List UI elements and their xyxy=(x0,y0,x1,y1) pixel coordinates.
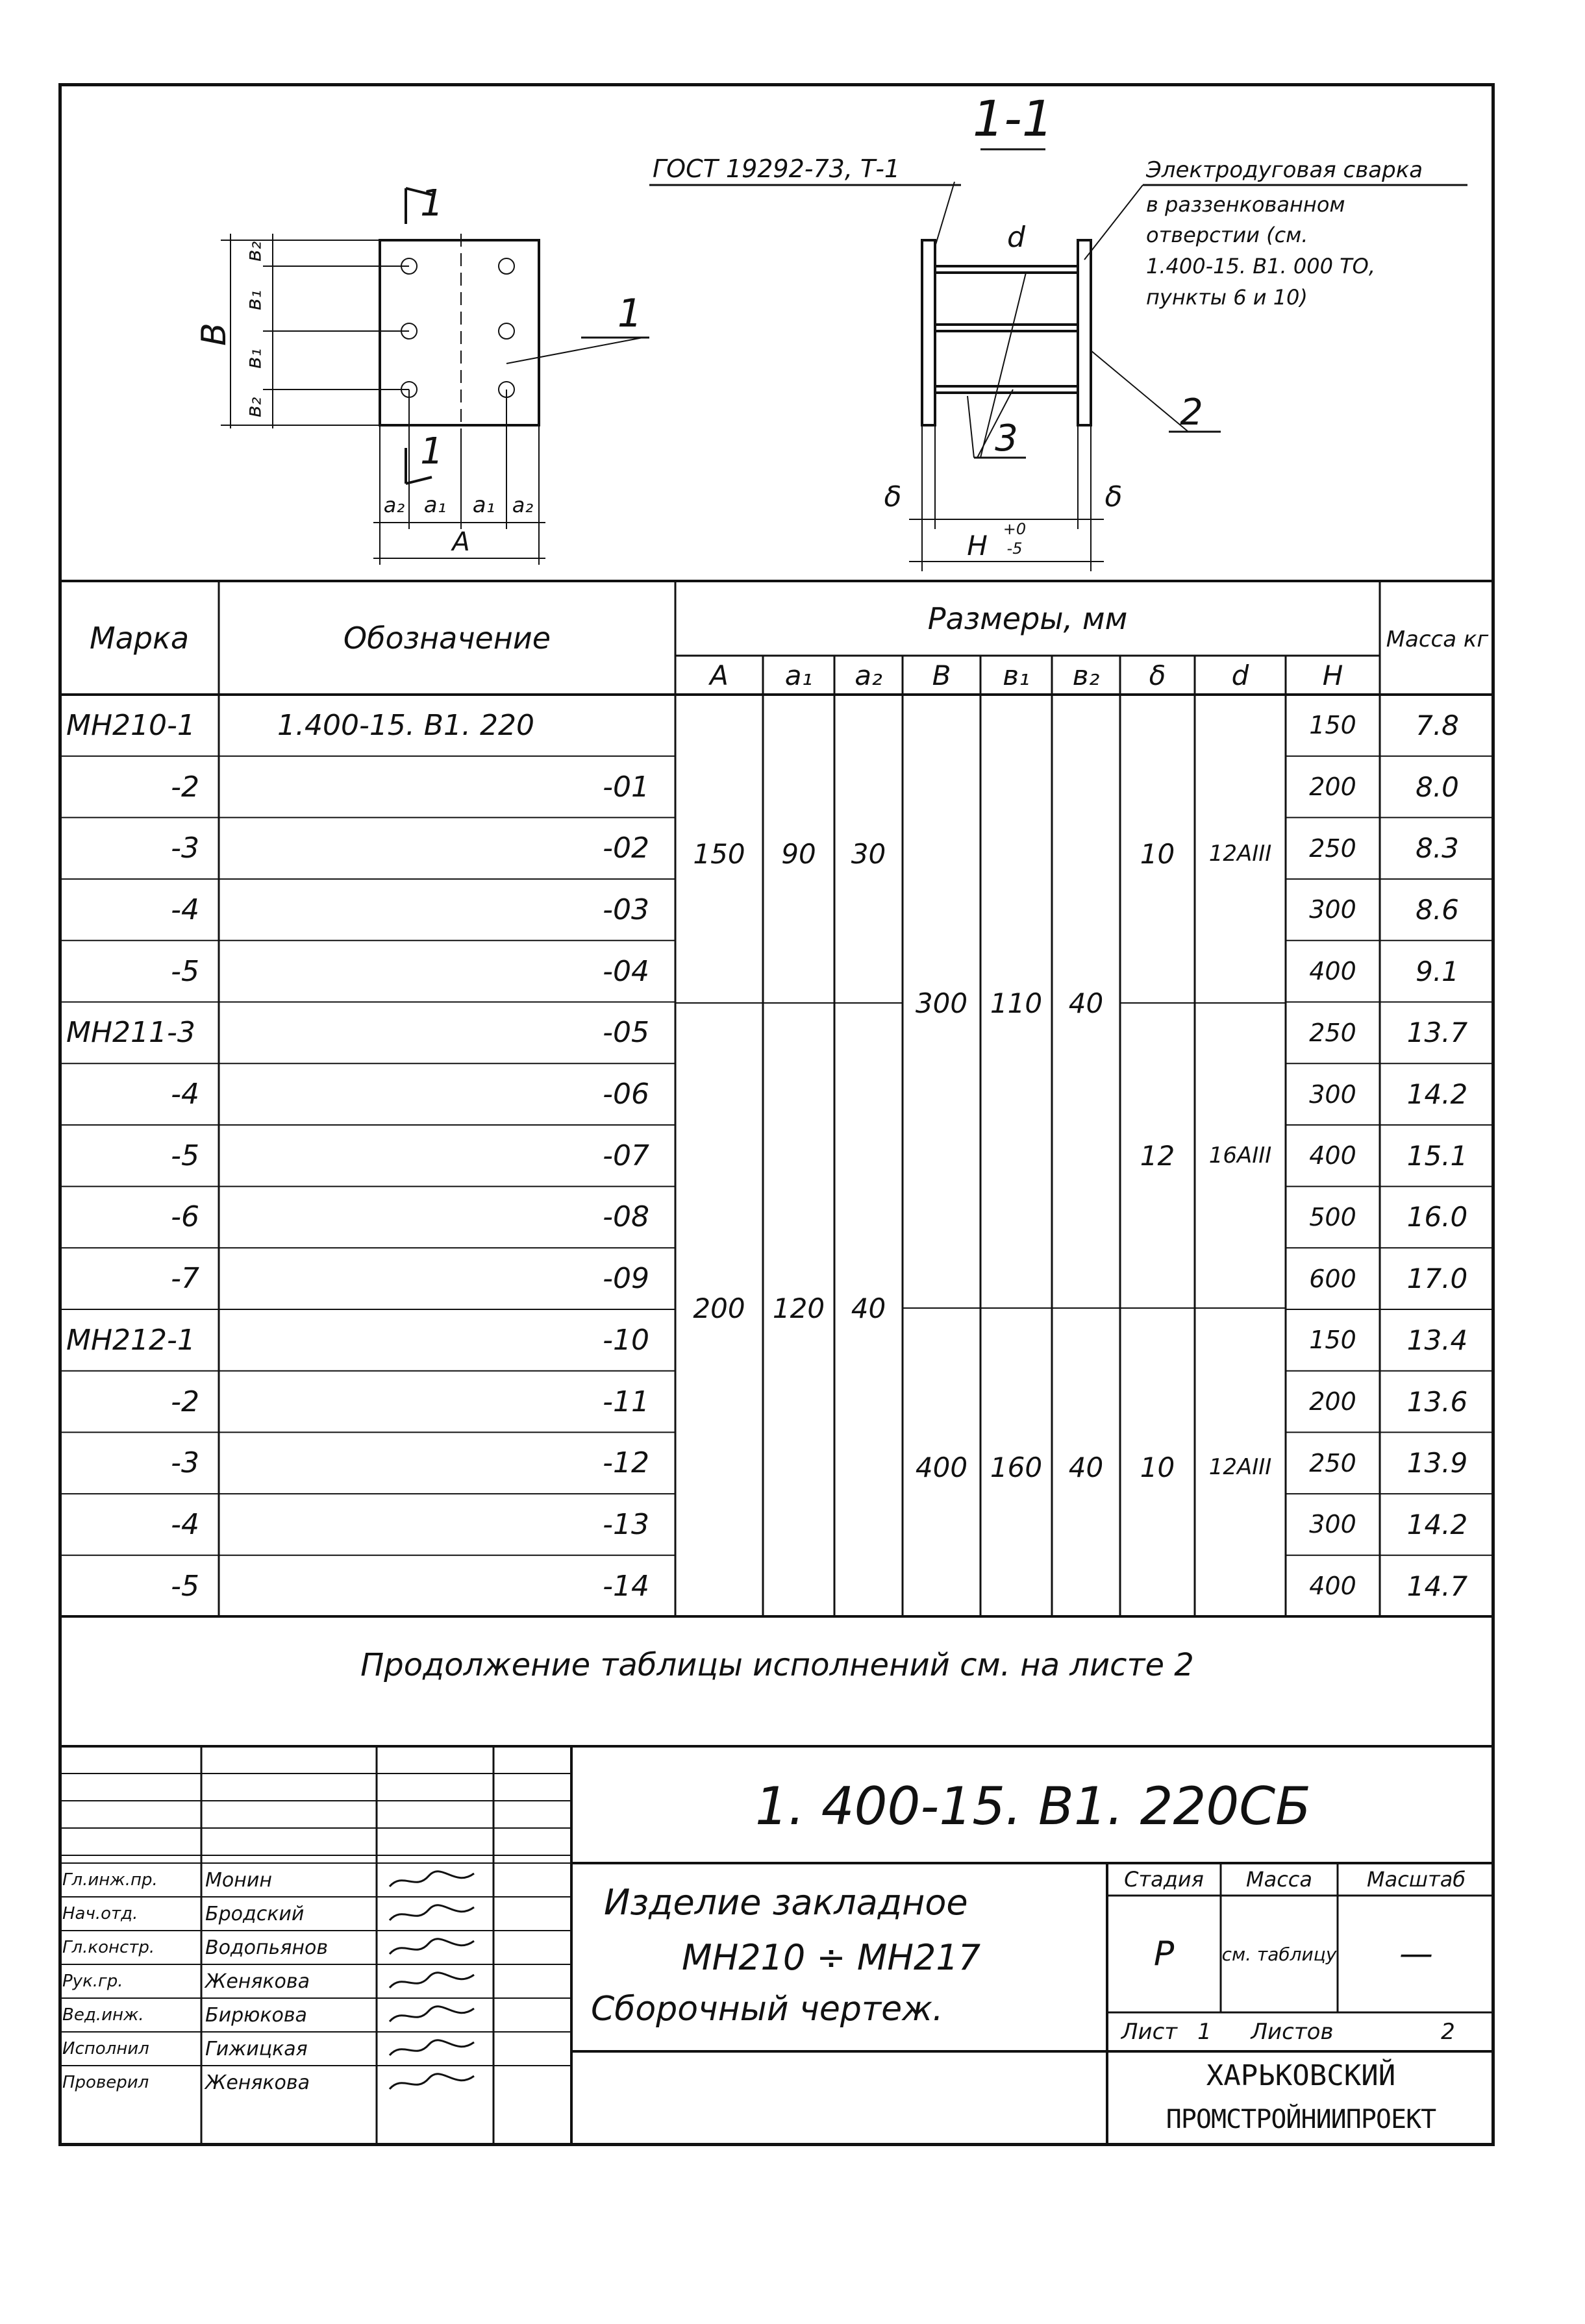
row-mass: 15.1 xyxy=(1406,1139,1468,1172)
row-H: 300 xyxy=(1309,895,1356,924)
subheader-b1: в₁ xyxy=(1003,659,1030,691)
tb-name: Монин xyxy=(205,1868,272,1892)
row-H: 200 xyxy=(1309,1387,1356,1416)
cell-delta-group2: 12 xyxy=(1140,1139,1175,1172)
row-mark: -2 xyxy=(171,1385,199,1418)
row-H: 250 xyxy=(1309,1448,1356,1477)
row-mass: 16.0 xyxy=(1406,1201,1468,1233)
row-mark: -7 xyxy=(171,1262,199,1296)
sheet-number: 1 xyxy=(1197,2019,1212,2045)
sheets-label: Листов xyxy=(1251,2019,1334,2045)
row-mark: МН211-3 xyxy=(66,1016,195,1050)
dim-delta-left: δ xyxy=(884,480,902,513)
title-line-3: Сборочный чертеж. xyxy=(591,1990,943,2029)
row-H: 150 xyxy=(1309,711,1356,740)
weld-note-line-3: отверстии (см. xyxy=(1146,223,1308,247)
tb-name: Женякова xyxy=(205,2071,310,2094)
subheader-B: В xyxy=(932,659,951,691)
org-line-1: ХАРЬКОВСКИЙ xyxy=(1206,2059,1396,2092)
tb-name: Водопьянов xyxy=(205,1936,329,1959)
subheader-A: А xyxy=(710,659,729,691)
row-mark: -5 xyxy=(171,1569,199,1603)
scale-label: Масштаб xyxy=(1366,1867,1466,1892)
weld-note-line-4: 1.400-15. В1. 000 ТО, xyxy=(1146,254,1376,278)
dim-A: А xyxy=(452,527,470,557)
signature xyxy=(383,1902,487,1925)
row-mass: 13.6 xyxy=(1406,1385,1468,1418)
row-H: 250 xyxy=(1309,834,1356,863)
tb-role: Гл.констр. xyxy=(62,1938,155,1957)
cell-delta-group1: 10 xyxy=(1140,837,1175,870)
row-mark: -4 xyxy=(171,1507,199,1541)
view-label-top: 1 xyxy=(420,182,443,225)
row-designation: -12 xyxy=(603,1446,649,1480)
signature xyxy=(383,1970,487,1993)
sheets-total: 2 xyxy=(1441,2019,1455,2045)
cell-b1-group1: 110 xyxy=(990,987,1043,1019)
row-designation: -08 xyxy=(603,1200,649,1234)
dim-b2-bottom: в₂ xyxy=(241,397,266,418)
plate-left-section xyxy=(922,240,935,425)
row-mark: -4 xyxy=(171,1078,199,1111)
mass-value: см. таблицу xyxy=(1221,1943,1337,1965)
cell-b2-group1: 40 xyxy=(1068,987,1104,1019)
row-H: 250 xyxy=(1309,1018,1356,1047)
section-title: 1-1 xyxy=(972,90,1054,147)
row-mark: МН210-1 xyxy=(66,708,195,742)
row-H: 400 xyxy=(1309,957,1356,986)
row-mass: 17.0 xyxy=(1406,1263,1468,1295)
tb-role: Нач.отд. xyxy=(62,1904,138,1923)
cell-B-group1: 300 xyxy=(915,987,968,1019)
scale-value: — xyxy=(1399,1935,1433,1973)
header-massa: Масса кг xyxy=(1386,626,1489,652)
weld-note-line-2: в раззенкованном xyxy=(1146,192,1345,217)
dim-b1-bottom: в₁ xyxy=(241,348,266,369)
signature xyxy=(383,1868,487,1892)
row-designation: -11 xyxy=(603,1385,649,1418)
row-designation: -07 xyxy=(603,1139,649,1172)
row-mass: 13.7 xyxy=(1406,1017,1468,1049)
cell-d-group2: 16АIII xyxy=(1208,1143,1272,1168)
subheader-b2: в₂ xyxy=(1072,659,1100,691)
subheader-delta: δ xyxy=(1149,659,1166,691)
plate-plan-view xyxy=(380,240,539,425)
dim-delta-right: δ xyxy=(1105,480,1123,513)
row-H: 150 xyxy=(1309,1326,1356,1355)
row-mark: -6 xyxy=(171,1200,199,1234)
row-mark: -3 xyxy=(171,832,199,865)
dim-B: В xyxy=(195,323,234,346)
subheader-H: Н xyxy=(1322,659,1343,691)
row-mark: МН212-1 xyxy=(66,1323,195,1357)
row-H: 500 xyxy=(1309,1202,1356,1231)
subheader-d: d xyxy=(1231,659,1249,691)
dim-H-tol-top: +0 xyxy=(1003,520,1027,538)
cell-d-group1: 12АIII xyxy=(1208,841,1272,867)
dim-a1-right: а₁ xyxy=(472,491,495,518)
signature xyxy=(383,1936,487,1959)
title-line-2: МН210 ÷ МН217 xyxy=(682,1936,981,1978)
row-mark: -5 xyxy=(171,954,199,988)
org-line-2: ПРОМСТРОЙНИИПРОЕКТ xyxy=(1166,2105,1436,2134)
tb-role: Вед.инж. xyxy=(62,2005,144,2025)
header-marka: Марка xyxy=(89,620,190,656)
gost-note: ГОСТ 19292-73, Т-1 xyxy=(653,155,901,183)
row-designation: 1.400-15. В1. 220 xyxy=(277,708,534,742)
tb-role: Исполнил xyxy=(62,2039,149,2058)
row-mark: -5 xyxy=(171,1139,199,1172)
row-H: 400 xyxy=(1309,1141,1356,1170)
row-mass: 14.2 xyxy=(1406,1078,1468,1111)
row-mass: 9.1 xyxy=(1416,955,1459,987)
dim-b2-top: в₂ xyxy=(241,241,266,262)
callout-3: 3 xyxy=(995,417,1018,460)
tb-name: Гижицкая xyxy=(205,2037,308,2060)
row-mass: 7.8 xyxy=(1416,709,1459,741)
row-designation: -02 xyxy=(603,832,649,865)
title-line-1: Изделие закладное xyxy=(604,1881,968,1923)
continuation-note: Продолжение таблицы исполнений см. на листе 2 xyxy=(360,1647,1194,1683)
tb-name: Бродский xyxy=(205,1902,305,1925)
cell-delta-group3: 10 xyxy=(1140,1451,1175,1483)
tb-name: Бирюкова xyxy=(205,2003,307,2027)
view-label-bottom: 1 xyxy=(420,430,443,473)
row-designation: -14 xyxy=(603,1569,649,1603)
cell-b1-group2: 160 xyxy=(990,1451,1043,1483)
header-razmery: Размеры, мм xyxy=(927,600,1128,636)
row-designation: -13 xyxy=(603,1507,649,1541)
stage-value: Р xyxy=(1153,1935,1175,1973)
header-oboznachenie: Обозначение xyxy=(343,620,551,656)
callout-2: 2 xyxy=(1180,391,1203,434)
dim-H-tol-bottom: -5 xyxy=(1006,539,1023,558)
subheader-a1: а₁ xyxy=(784,659,813,691)
dim-H: Н xyxy=(967,529,988,562)
tb-role: Проверил xyxy=(62,2073,149,2092)
callout-1: 1 xyxy=(617,290,643,336)
row-H: 400 xyxy=(1309,1572,1356,1601)
row-designation: -04 xyxy=(603,954,649,988)
row-mass: 8.3 xyxy=(1416,832,1459,865)
cell-b2-group2: 40 xyxy=(1068,1451,1104,1483)
row-H: 300 xyxy=(1309,1080,1356,1109)
weld-note-line-1: Электродуговая сварка xyxy=(1146,157,1423,183)
stage-label: Стадия xyxy=(1124,1867,1204,1892)
row-designation: -06 xyxy=(603,1078,649,1111)
row-designation: -05 xyxy=(603,1016,649,1050)
sheet-label: Лист xyxy=(1121,2019,1178,2045)
signature xyxy=(383,2037,487,2060)
row-H: 200 xyxy=(1309,773,1356,802)
doc-code: 1. 400-15. В1. 220СБ xyxy=(755,1776,1312,1836)
tb-name: Женякова xyxy=(205,1970,310,1993)
row-designation: -10 xyxy=(603,1323,649,1357)
cell-a1-group1: 90 xyxy=(781,837,816,870)
row-mass: 13.4 xyxy=(1406,1324,1468,1356)
dim-d: d xyxy=(1007,220,1025,254)
row-mass: 14.2 xyxy=(1406,1508,1468,1540)
row-mass: 14.7 xyxy=(1406,1570,1468,1602)
tb-role: Гл.инж.пр. xyxy=(62,1870,158,1890)
row-mark: -3 xyxy=(171,1446,199,1480)
mass-label: Масса xyxy=(1245,1867,1312,1892)
row-H: 300 xyxy=(1309,1510,1356,1539)
row-designation: -03 xyxy=(603,893,649,926)
subheader-a2: а₂ xyxy=(855,659,882,691)
cell-B-group2: 400 xyxy=(915,1451,968,1483)
row-mass: 8.0 xyxy=(1416,771,1459,803)
row-mass: 13.9 xyxy=(1406,1447,1468,1479)
cell-A-group1: 150 xyxy=(693,837,745,870)
cell-d-group3: 12АIII xyxy=(1208,1454,1272,1480)
cell-A-group2: 200 xyxy=(693,1292,745,1324)
signature xyxy=(383,2003,487,2027)
signature xyxy=(383,2071,487,2094)
row-mark: -2 xyxy=(171,770,199,804)
row-H: 600 xyxy=(1309,1264,1356,1293)
row-designation: -09 xyxy=(603,1262,649,1296)
dim-a2-right: а₂ xyxy=(512,492,534,517)
cell-a2-group2: 40 xyxy=(851,1292,886,1324)
dim-a1-left: а₁ xyxy=(423,491,447,518)
cell-a2-group1: 30 xyxy=(851,837,886,870)
tb-role: Рук.гр. xyxy=(62,1972,123,1991)
row-designation: -01 xyxy=(603,770,649,804)
row-mass: 8.6 xyxy=(1416,893,1459,926)
cell-a1-group2: 120 xyxy=(772,1292,825,1324)
dim-a2-left: а₂ xyxy=(383,492,405,517)
weld-note-line-5: пункты 6 и 10) xyxy=(1146,285,1308,310)
plate-right-section xyxy=(1078,240,1091,425)
row-mark: -4 xyxy=(171,893,199,926)
dim-b1-top: в₁ xyxy=(241,290,266,311)
